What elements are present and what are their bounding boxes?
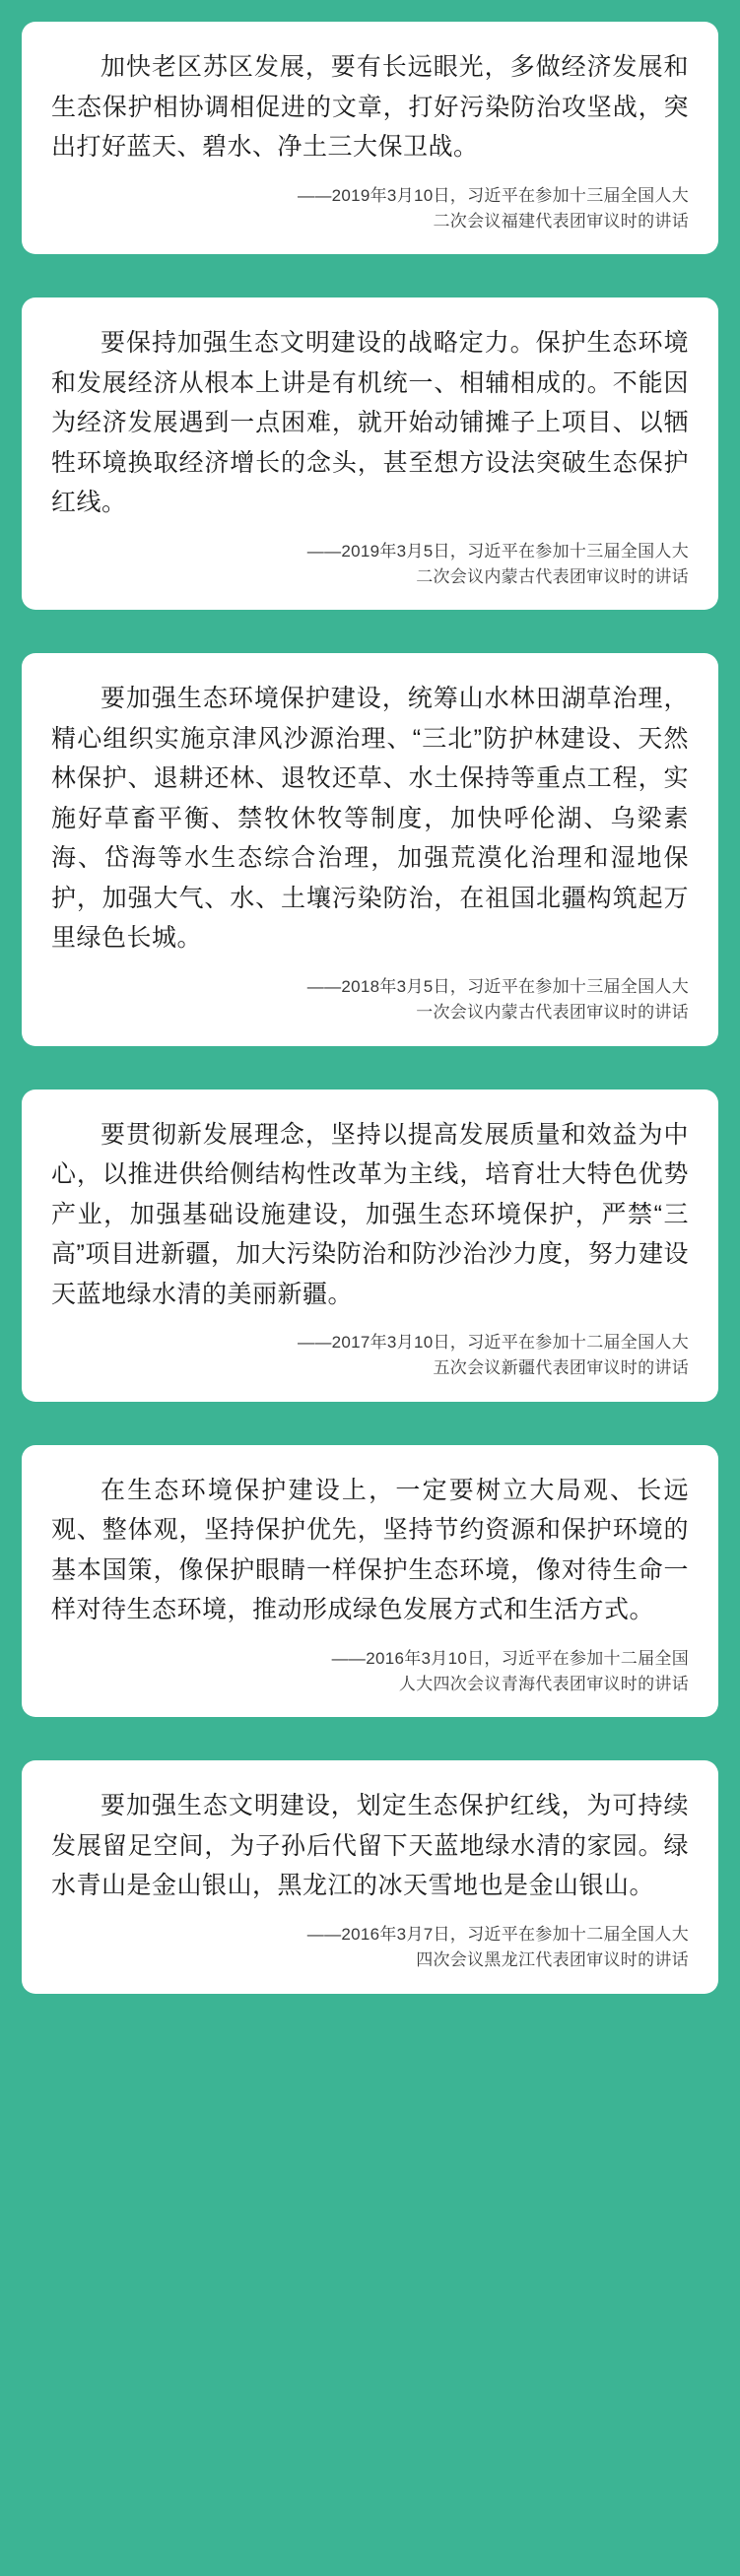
quote-card (22, 1760, 718, 1993)
quote-text: 要保持加强生态文明建设的战略定力。保护生态环境和发展经济从根本上讲是有机统一、相辅相成的。不能因为经济发展遇到一点困难，就开始动铺摊子上项目、以牺牲环境换取经济增长的念头，甚至想方设法突破生态保护红线。 (51, 329, 689, 517)
quote-text: 要贯彻新发展理念，坚持以提高发展质量和效益为中心，以推进供给侧结构性改革为主线，培育壮大特色优势产业，加强基础设施建设，加强生态环境保护，严禁“三高”项目进新疆，加大污染防治和防沙治沙力度，努力建设天蓝地绿水清的美丽新疆。 (51, 1120, 689, 1308)
quote-source (51, 974, 689, 1026)
quote-source (51, 539, 689, 591)
quote-source-line-2: 五次会议新疆代表团审议时的讲话 (433, 1358, 689, 1378)
quote-card (22, 1445, 718, 1718)
quote-source-line-1: ——2016年3月10日，习近平在参加十二届全国 (331, 1648, 689, 1668)
quote-text: 要加强生态文明建设，划定生态保护红线，为可持续发展留足空间，为子孙后代留下天蓝地绿水清的家园。绿水青山是金山银山，黑龙江的冰天雪地也是金山银山。 (51, 1792, 689, 1900)
quote-source-line-1: ——2016年3月7日，习近平在参加十二届全国人大 (306, 1924, 689, 1944)
quote-source-line-2: 二次会议福建代表团审议时的讲话 (433, 211, 689, 231)
quote-source (51, 183, 689, 235)
quote-card (22, 22, 718, 254)
quote-source-line-2: 人大四次会议青海代表团审议时的讲话 (398, 1675, 689, 1694)
quote-source-line-2: 一次会议内蒙古代表团审议时的讲话 (416, 1003, 689, 1023)
quote-source-line-2: 四次会议黑龙江代表团审议时的讲话 (416, 1950, 689, 1970)
quote-source-line-1: ——2017年3月10日，习近平在参加十二届全国人大 (298, 1333, 689, 1353)
quote-text: 加快老区苏区发展，要有长远眼光，多做经济发展和生态保护相协调相促进的文章，打好污染防治攻坚战，突出打好蓝天、碧水、净土三大保卫战。 (51, 53, 689, 161)
quote-source-line-1: ——2019年3月5日，习近平在参加十三届全国人大 (306, 541, 689, 561)
quote-card (22, 1090, 718, 1402)
quote-card (22, 653, 718, 1045)
quote-card (22, 297, 718, 610)
quote-source-line-1: ——2018年3月5日，习近平在参加十三届全国人大 (306, 976, 689, 996)
quote-source (51, 1922, 689, 1974)
quote-text: 在生态环境保护建设上，一定要树立大局观、长远观、整体观，坚持保护优先，坚持节约资源和保护环境的基本国策，像保护眼睛一样保护生态环境，像对待生命一样对待生态环境，推动形成绿色发展方式和生活方式。 (51, 1476, 689, 1624)
quote-text: 要加强生态环境保护建设，统筹山水林田湖草治理，精心组织实施京津风沙源治理、“三北”防护林建设、天然林保护、退耕还林、退牧还草、水土保持等重点工程，实施好草畜平衡、禁牧休牧等制度，加快呼伦湖、乌梁素海、岱海等水生态综合治理，加强荒漠化治理和湿地保护，加强大气、水、土壤污染防治，在祖国北疆构筑起万里绿色长城。 (51, 685, 689, 953)
quote-source (51, 1330, 689, 1382)
quote-source-line-1: ——2019年3月10日，习近平在参加十三届全国人大 (298, 185, 689, 205)
quote-source (51, 1646, 689, 1698)
quote-source-line-2: 二次会议内蒙古代表团审议时的讲话 (416, 567, 689, 587)
